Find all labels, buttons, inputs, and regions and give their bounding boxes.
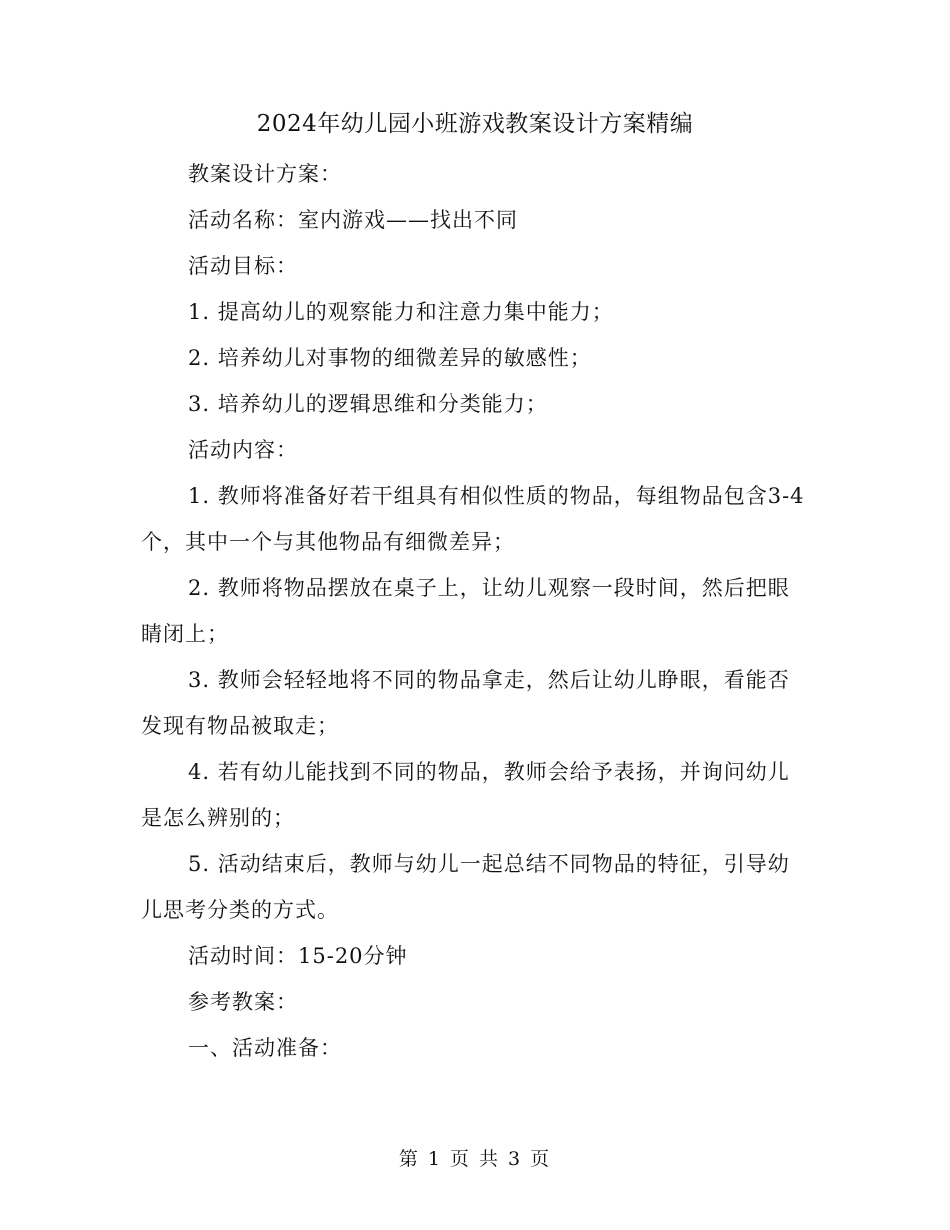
paragraph-goal-3: 3. 培养幼儿的逻辑思维和分类能力； bbox=[188, 392, 548, 416]
paragraph-goal-2: 2. 培养幼儿对事物的细微差异的敏感性； bbox=[188, 346, 592, 370]
paragraph-reference-heading: 参考教案： bbox=[188, 990, 298, 1014]
paragraph-content-heading: 活动内容： bbox=[188, 438, 298, 462]
paragraph-activity-name: 活动名称：室内游戏——找出不同 bbox=[188, 208, 518, 232]
paragraph-content-4: 4. 若有幼儿能找到不同的物品，教师会给予表扬，并询问幼儿是怎么辨别的； bbox=[141, 760, 790, 830]
paragraph-content-1: 1. 教师将准备好若干组具有相似性质的物品，每组物品包含3-4个，其中一个与其他物品有细微差异； bbox=[141, 484, 805, 554]
paragraph-intro: 教案设计方案： bbox=[188, 162, 342, 186]
paragraph-duration: 活动时间：15-20分钟 bbox=[188, 944, 408, 968]
paragraph-goal-1: 1. 提高幼儿的观察能力和注意力集中能力； bbox=[188, 300, 614, 324]
paragraph-goals-heading: 活动目标： bbox=[188, 254, 298, 278]
page-footer: 第 1 页 共 3 页 bbox=[398, 1148, 552, 1170]
paragraph-content-5: 5. 活动结束后，教师与幼儿一起总结不同物品的特征，引导幼儿思考分类的方式。 bbox=[141, 852, 790, 922]
paragraph-content-3: 3. 教师会轻轻地将不同的物品拿走，然后让幼儿睁眼，看能否发现有物品被取走； bbox=[141, 668, 790, 738]
document-body bbox=[141, 151, 811, 1071]
paragraph-preparation-heading: 一、活动准备： bbox=[188, 1036, 342, 1060]
document-title: 2024年幼儿园小班游戏教案设计方案精编 bbox=[256, 111, 694, 137]
paragraph-content-2: 2. 教师将物品摆放在桌子上，让幼儿观察一段时间，然后把眼睛闭上； bbox=[141, 576, 790, 646]
